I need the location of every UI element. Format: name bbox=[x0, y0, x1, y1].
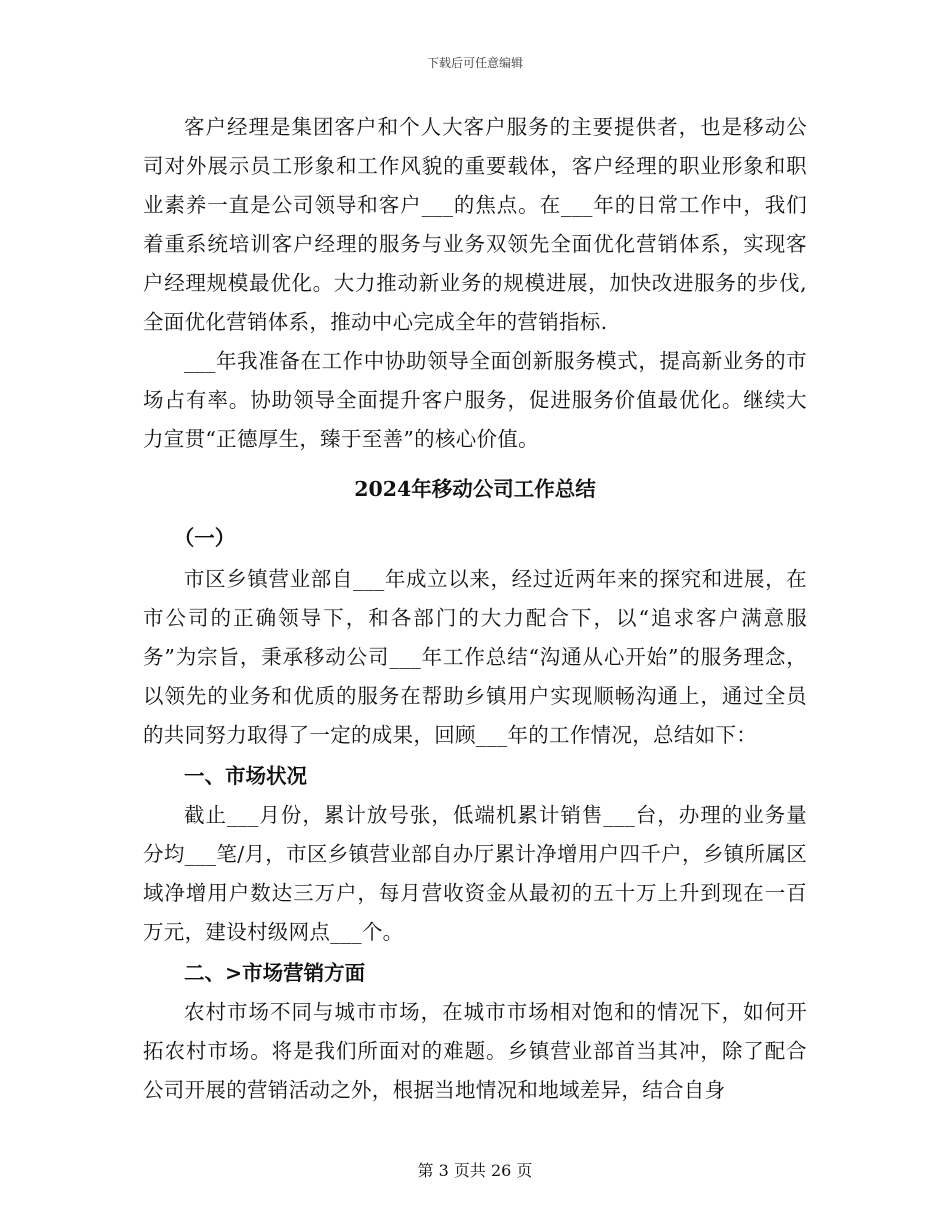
part-label: （一） bbox=[173, 526, 236, 550]
section-2-heading: 二、>市场营销方面 bbox=[184, 961, 366, 985]
intro-paragraph-1: 客户经理是集团客户和个人大客户服务的主要提供者，也是移动公司对外展示员工形象和工作风貌的重要载体，客户经理的职业形象和职业素养一直是公司领导和客户___的焦点。在___年的日常工作中，我们着重系统培训客户经理的服务与业务双领先全面优化营销体系，实现客户经理规模最优化。大力推动新业务的规模进展，加快改进服务的步伐,全面优化营销体系，推动中心完成全年的营销指标. bbox=[143, 115, 807, 334]
header-note: 下载后可任意编辑 bbox=[426, 56, 523, 70]
document-body bbox=[143, 108, 807, 1110]
document-title: 2024年移动公司工作总结 bbox=[354, 477, 596, 501]
section-1-paragraph: 截止___月份，累计放号张，低端机累计销售___台，办理的业务量分均___笔/月，市区乡镇营业部自办厅累计净增用户四千户，乡镇所属区域净增用户数达三万户，每月营收资金从最初的五十万上升到现在一百万元，建设村级网点___个。 bbox=[143, 803, 807, 944]
page-indicator: 第 3 页共 26 页 bbox=[417, 1161, 533, 1180]
intro-paragraph-2: ___年我准备在工作中协助领导全面创新服务模式，提高新业务的市场占有率。协助领导全面提升客户服务，促进服务价值最优化。继续大力宣贯“正德厚生，臻于至善”的核心价值。 bbox=[143, 349, 807, 451]
section-2-paragraph: 农村市场不同与城市市场，在城市市场相对饱和的情况下，如何开拓农村市场。将是我们所面对的难题。乡镇营业部首当其冲，除了配合公司开展的营销活动之外，根据当地情况和地域差异，结合自身 bbox=[143, 1000, 807, 1102]
part-intro-paragraph: 市区乡镇营业部自___年成立以来，经过近两年来的探究和进展，在市公司的正确领导下，和各部门的大力配合下，以“追求客户满意服务”为宗旨，秉承移动公司___年工作总结“沟通从心开始”的服务理念，以领先的业务和优质的服务在帮助乡镇用户实现顺畅沟通上，通过全员的共同努力取得了一定的成果，回顾___年的工作情况，总结如下： bbox=[143, 567, 807, 747]
section-1-heading: 一、市场状况 bbox=[184, 764, 307, 788]
